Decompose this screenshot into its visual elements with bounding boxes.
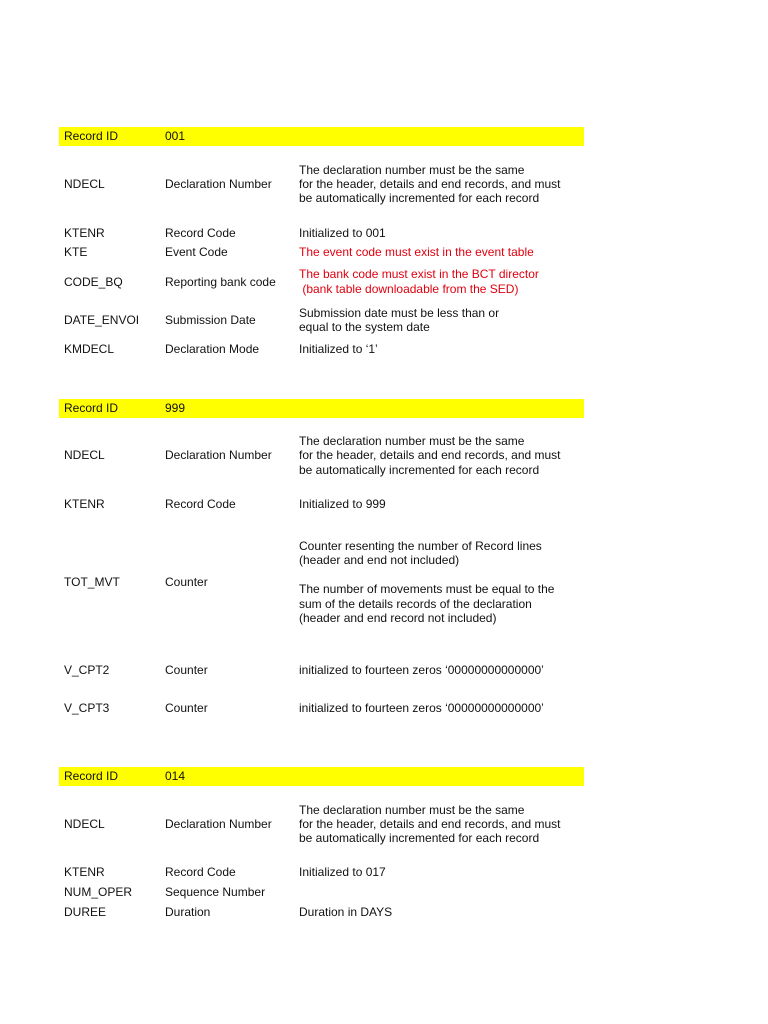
s1-kmdecl-label: Declaration Mode bbox=[165, 342, 260, 356]
s1-dateenvoi-label: Submission Date bbox=[165, 313, 256, 327]
s3-ndecl-desc-1: The declaration number must be the same bbox=[299, 803, 525, 817]
s2-ndecl-desc-1: The declaration number must be the same bbox=[299, 434, 525, 448]
s1-ktenr-field: KTENR bbox=[64, 226, 105, 240]
s1-ndecl-field: NDECL bbox=[64, 177, 105, 191]
s2-totmvt-desc-4: sum of the details records of the declaration bbox=[299, 597, 532, 611]
s2-ktenr-field: KTENR bbox=[64, 497, 105, 511]
s2-ndecl-desc-2: for the header, details and end records, and must bbox=[299, 448, 561, 462]
section2-header-row bbox=[59, 399, 584, 418]
s1-dateenvoi-desc-2: equal to the system date bbox=[299, 320, 430, 334]
s1-ndecl-desc-1: The declaration number must be the same bbox=[299, 163, 525, 177]
s2-ndecl-label: Declaration Number bbox=[165, 448, 272, 462]
s2-totmvt-label: Counter bbox=[165, 575, 208, 589]
s3-numoper-field: NUM_OPER bbox=[64, 885, 133, 899]
s2-vcpt2-field: V_CPT2 bbox=[64, 663, 110, 677]
s2-vcpt2-label: Counter bbox=[165, 663, 208, 677]
s2-ktenr-desc: Initialized to 999 bbox=[299, 497, 386, 511]
s1-ktenr-desc: Initialized to 001 bbox=[299, 226, 386, 240]
s1-dateenvoi-field: DATE_ENVOI bbox=[64, 313, 140, 327]
s3-duree-desc: Duration in DAYS bbox=[299, 905, 393, 919]
s2-vcpt2-desc: initialized to fourteen zeros ‘00000000000000’ bbox=[299, 663, 544, 677]
s2-ndecl-desc-3: be automatically incremented for each record bbox=[299, 463, 540, 477]
s2-totmvt-desc-2: (header and end not included) bbox=[299, 553, 460, 567]
s2-totmvt-desc-3: The number of movements must be equal to the bbox=[299, 582, 555, 596]
s1-kte-desc: The event code must exist in the event table bbox=[299, 245, 534, 259]
section2-header-value: 999 bbox=[165, 401, 186, 415]
s1-kte-label: Event Code bbox=[165, 245, 228, 259]
s3-ndecl-field: NDECL bbox=[64, 817, 105, 831]
s1-codebq-label: Reporting bank code bbox=[165, 275, 276, 289]
s1-kmdecl-desc: Initialized to ‘1’ bbox=[299, 342, 378, 356]
s3-duree-field: DUREE bbox=[64, 905, 107, 919]
s1-codebq-desc-2: (bank table downloadable from the SED) bbox=[299, 282, 519, 296]
s1-dateenvoi-desc-1: Submission date must be less than or bbox=[299, 306, 500, 320]
s1-codebq-desc-1: The bank code must exist in the BCT director bbox=[299, 267, 539, 281]
s1-ndecl-desc-2: for the header, details and end records, and must bbox=[299, 177, 561, 191]
s1-codebq-field: CODE_BQ bbox=[64, 275, 123, 289]
s1-ndecl-label: Declaration Number bbox=[165, 177, 272, 191]
s3-ndecl-label: Declaration Number bbox=[165, 817, 272, 831]
s2-ktenr-label: Record Code bbox=[165, 497, 236, 511]
section3-header-row bbox=[59, 767, 584, 786]
s1-ndecl-desc-3: be automatically incremented for each record bbox=[299, 191, 540, 205]
s3-numoper-label: Sequence Number bbox=[165, 885, 266, 899]
s3-ktenr-label: Record Code bbox=[165, 865, 236, 879]
section3-header-label: Record ID bbox=[64, 769, 119, 783]
section1-header-label: Record ID bbox=[64, 129, 119, 143]
section1-header-value: 001 bbox=[165, 129, 186, 143]
s1-ktenr-label: Record Code bbox=[165, 226, 236, 240]
s1-kte-field: KTE bbox=[64, 245, 88, 259]
s2-totmvt-desc-5: (header and end record not included) bbox=[299, 611, 497, 625]
s2-totmvt-desc-1: Counter resenting the number of Record lines bbox=[299, 539, 542, 553]
s2-vcpt3-label: Counter bbox=[165, 701, 208, 715]
section3-header-value: 014 bbox=[165, 769, 186, 783]
s1-kmdecl-field: KMDECL bbox=[64, 342, 115, 356]
s2-vcpt3-desc: initialized to fourteen zeros ‘00000000000000’ bbox=[299, 701, 544, 715]
s3-ktenr-field: KTENR bbox=[64, 865, 105, 879]
s3-ndecl-desc-2: for the header, details and end records, and must bbox=[299, 817, 561, 831]
section1-header-row bbox=[59, 127, 584, 146]
s3-ndecl-desc-3: be automatically incremented for each record bbox=[299, 831, 540, 845]
s2-totmvt-field: TOT_MVT bbox=[64, 575, 120, 589]
s3-duree-label: Duration bbox=[165, 905, 211, 919]
section2-header-label: Record ID bbox=[64, 401, 119, 415]
s2-vcpt3-field: V_CPT3 bbox=[64, 701, 110, 715]
s3-ktenr-desc: Initialized to 017 bbox=[299, 865, 386, 879]
s2-ndecl-field: NDECL bbox=[64, 448, 105, 462]
